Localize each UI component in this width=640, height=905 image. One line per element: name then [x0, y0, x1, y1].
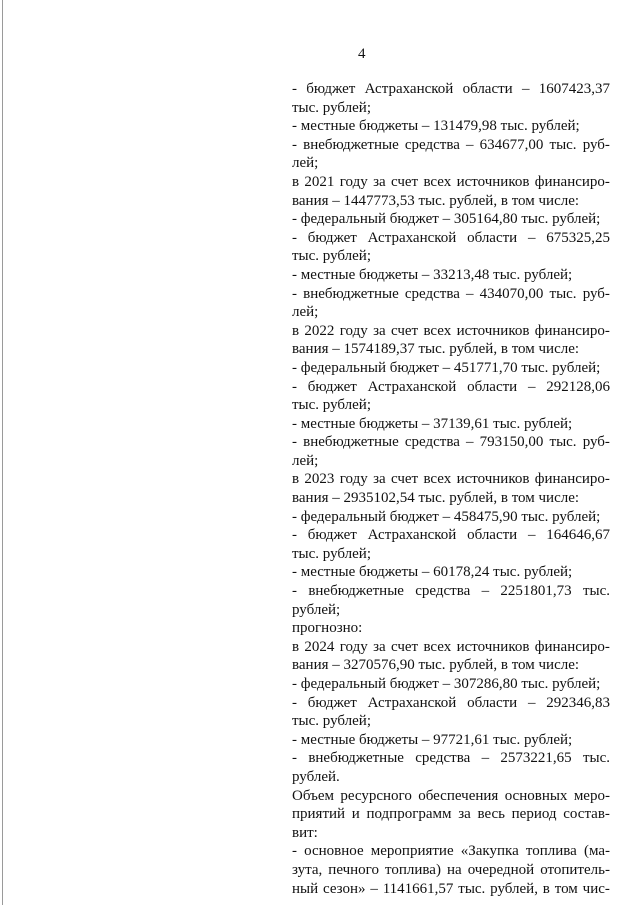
text-line — [292, 173, 610, 192]
text-line — [292, 787, 610, 806]
word: бюджет — [389, 676, 439, 692]
word: рублей; — [322, 99, 371, 116]
text-line — [292, 247, 610, 266]
word: бюджеты — [359, 118, 419, 135]
word: печного — [328, 861, 379, 878]
word: тыс. — [292, 99, 320, 116]
word: местные — [300, 731, 356, 748]
word: - — [292, 731, 297, 748]
text-line — [292, 229, 610, 248]
word: средства — [415, 750, 471, 767]
word: ный — [292, 880, 319, 897]
word: лей; — [292, 452, 319, 469]
word: приятий — [292, 806, 346, 823]
word: числе: — [538, 657, 580, 674]
word: 33213,48 — [433, 266, 490, 283]
word: 675325,25 — [546, 229, 610, 246]
text-line — [292, 489, 610, 508]
word: - — [292, 285, 297, 302]
word: – — [466, 136, 474, 153]
text-line — [292, 415, 610, 434]
word: федеральный — [300, 211, 386, 228]
word: - — [292, 136, 297, 153]
word: рублей; — [552, 676, 601, 692]
word: в — [500, 490, 508, 507]
word: 451771,70 — [453, 359, 518, 376]
word: прогнозно: — [292, 620, 363, 637]
word: в — [292, 173, 300, 190]
word: – — [466, 434, 474, 451]
word: - — [292, 694, 297, 711]
word: руб- — [582, 434, 610, 451]
text-line — [292, 378, 610, 397]
word: средства — [404, 285, 460, 302]
word: 793150,00 — [479, 434, 544, 451]
word: тыс. — [582, 750, 610, 767]
word: рублей; — [292, 601, 341, 618]
word: тыс. — [549, 285, 577, 302]
word: - — [292, 750, 297, 767]
word: рублей, — [449, 657, 498, 674]
text-line — [292, 192, 610, 211]
word: за — [373, 638, 386, 655]
word: числе: — [538, 192, 580, 209]
word: тыс. — [418, 341, 446, 358]
text-line — [292, 99, 610, 118]
word: рублей; — [322, 545, 371, 562]
word: Объем — [292, 787, 334, 804]
word: бюджеты — [359, 266, 419, 283]
word: счет — [390, 471, 419, 488]
word: федеральный — [300, 676, 386, 692]
word: 2022 — [304, 322, 335, 339]
word: на — [446, 861, 462, 878]
word: - — [292, 527, 297, 544]
word: тыс. — [418, 192, 446, 209]
word: вания — [292, 192, 329, 209]
text-line — [292, 768, 610, 787]
word: «Закупка — [460, 843, 519, 860]
word: рублей, — [449, 490, 498, 507]
word: бюджет — [307, 694, 357, 711]
word: финансиро- — [534, 173, 610, 190]
word: году — [339, 322, 368, 339]
text-line — [292, 824, 610, 843]
text-line — [292, 731, 610, 750]
word: вания — [292, 490, 329, 507]
word: источников — [456, 471, 530, 488]
word: лей; — [292, 304, 319, 321]
word: мероприятие — [370, 843, 454, 860]
word: - — [292, 81, 297, 97]
word: – — [332, 341, 340, 358]
word: тыс. — [418, 490, 446, 507]
text-line — [292, 526, 610, 545]
word: том — [511, 657, 535, 674]
word: – — [421, 118, 430, 135]
word: тыс. — [521, 676, 549, 692]
word: тыс. — [521, 359, 549, 376]
word: местные — [300, 266, 356, 283]
word: 164646,67 — [546, 527, 610, 544]
word: области — [467, 378, 518, 395]
word: 2935102,54 — [343, 490, 415, 507]
word: бюджеты — [359, 564, 419, 581]
word: – — [481, 583, 490, 600]
word: обеспечения — [418, 787, 499, 804]
word: том — [554, 880, 578, 897]
word: 292128,06 — [546, 378, 610, 395]
word: – — [521, 81, 530, 97]
word: финансиро- — [534, 471, 610, 488]
word: - — [292, 434, 297, 451]
word: - — [292, 359, 297, 376]
word: сезон» — [322, 880, 366, 897]
word: - — [292, 583, 297, 600]
word: – — [481, 750, 490, 767]
text-line — [292, 452, 610, 471]
word: тыс. — [292, 545, 320, 562]
word: – — [527, 229, 536, 246]
word: всех — [423, 173, 452, 190]
word: рублей; — [523, 415, 573, 432]
text-line — [292, 842, 610, 861]
word: источников — [456, 638, 530, 655]
word: тыс. — [493, 731, 521, 748]
word: всех — [423, 638, 452, 655]
word: вания — [292, 657, 329, 674]
text-line — [292, 582, 610, 601]
word: – — [527, 378, 536, 395]
word: рублей; — [531, 118, 580, 135]
word: году — [339, 173, 368, 190]
word: том — [511, 490, 535, 507]
text-line — [292, 563, 610, 582]
word: рублей; — [523, 731, 573, 748]
word: тыс. — [292, 397, 320, 414]
word: всех — [423, 471, 452, 488]
word: период — [511, 806, 557, 823]
word: – — [442, 359, 451, 376]
text-line — [292, 322, 610, 341]
word: тыс. — [418, 657, 446, 674]
word: – — [466, 285, 474, 302]
word: 131479,98 — [433, 118, 497, 135]
word: бюджет — [307, 378, 357, 395]
page-number: 4 — [358, 46, 366, 62]
word: бюджет — [307, 229, 357, 246]
word: 305164,80 — [453, 211, 518, 228]
word: 97721,61 — [433, 731, 490, 748]
text-line — [292, 601, 610, 620]
text-line — [292, 154, 610, 173]
word: очередной — [467, 861, 535, 878]
word: числе: — [538, 341, 580, 358]
word: средства — [404, 434, 460, 451]
word: рублей, — [490, 880, 538, 897]
word: – — [332, 490, 340, 507]
word: 2023 — [304, 471, 335, 488]
word: тыс. — [292, 713, 320, 730]
word: бюджет — [389, 211, 439, 228]
word: - — [292, 378, 297, 395]
word: 1574189,37 — [343, 341, 415, 358]
text-line — [292, 880, 610, 899]
word: бюджеты — [359, 731, 419, 748]
word: зута, — [292, 861, 323, 878]
word: 2021 — [304, 173, 335, 190]
word: в — [542, 880, 550, 897]
word: Астраханской — [367, 378, 457, 395]
word: – — [442, 676, 451, 692]
word: Астраханской — [367, 694, 457, 711]
word: – — [442, 211, 451, 228]
word: рублей; — [552, 211, 601, 228]
word: за — [373, 322, 386, 339]
text-line — [292, 749, 610, 768]
text-line — [292, 712, 610, 731]
word: области — [467, 527, 518, 544]
word: рублей; — [523, 266, 573, 283]
word: в — [292, 638, 300, 655]
word: счет — [390, 322, 419, 339]
word: подпрограмм — [366, 806, 452, 823]
word: внебюджетные — [303, 285, 399, 302]
text-line — [292, 210, 610, 229]
word: области — [467, 229, 518, 246]
text-line — [292, 656, 610, 675]
text-line — [292, 861, 610, 880]
word: отопитель- — [540, 861, 610, 878]
word: – — [370, 880, 378, 897]
word: 292346,83 — [546, 694, 610, 711]
word: топлива — [525, 843, 577, 860]
word: Астраханской — [364, 81, 454, 97]
word: руб- — [582, 136, 610, 153]
word: местные — [300, 564, 356, 581]
text-line — [292, 675, 610, 694]
word: бюджет — [306, 81, 356, 97]
word: за — [373, 173, 386, 190]
word: - — [292, 676, 297, 692]
word: 458475,90 — [453, 508, 518, 525]
word: числе: — [538, 490, 580, 507]
word: рублей; — [552, 359, 601, 376]
document-text — [292, 80, 610, 898]
word: Астраханской — [367, 527, 457, 544]
word: 1447773,53 — [343, 192, 415, 209]
word: внебюджетные — [308, 583, 404, 600]
word: основное — [304, 843, 364, 860]
word: федеральный — [300, 508, 386, 525]
word: тыс. — [549, 434, 577, 451]
word: источников — [456, 322, 530, 339]
word: за — [373, 471, 386, 488]
word: в — [500, 341, 508, 358]
word: тыс. — [549, 136, 577, 153]
word: в — [500, 192, 508, 209]
word: тыс. — [493, 564, 521, 581]
word: году — [339, 471, 368, 488]
word: всех — [423, 322, 452, 339]
word: - — [292, 843, 297, 860]
word: бюджет — [389, 508, 439, 525]
word: средства — [415, 583, 471, 600]
word: рублей; — [322, 713, 371, 730]
word: 2251801,73 — [500, 583, 572, 600]
word: – — [442, 508, 451, 525]
word: рублей. — [292, 768, 340, 785]
text-line — [292, 508, 610, 527]
word: - — [292, 118, 297, 135]
text-line — [292, 396, 610, 415]
word: топлива) — [385, 861, 441, 878]
word: рублей; — [523, 564, 573, 581]
word: весь — [477, 806, 505, 823]
word: рублей, — [449, 341, 498, 358]
text-line — [292, 117, 610, 136]
word: 2024 — [304, 638, 335, 655]
word: тыс. — [582, 583, 610, 600]
word: внебюджетные — [308, 750, 404, 767]
word: и — [351, 806, 360, 823]
word: том — [511, 341, 535, 358]
word: основных — [504, 787, 568, 804]
word: области — [467, 694, 518, 711]
word: бюджеты — [359, 415, 419, 432]
text-line — [292, 359, 610, 378]
word: том — [511, 192, 535, 209]
word: лей; — [292, 155, 319, 172]
word: внебюджетные — [303, 434, 399, 451]
word: - — [292, 415, 297, 432]
word: тыс. — [292, 248, 320, 265]
word: меро- — [573, 787, 610, 804]
word: чис- — [582, 880, 610, 897]
word: - — [292, 266, 297, 283]
word: финансиро- — [534, 638, 610, 655]
word: федеральный — [300, 359, 386, 376]
word: 60178,24 — [433, 564, 490, 581]
text-line — [292, 80, 610, 99]
word: внебюджетные — [303, 136, 399, 153]
text-line — [292, 619, 610, 638]
word: рублей; — [322, 397, 371, 414]
word: в — [292, 471, 300, 488]
word: рублей, — [449, 192, 498, 209]
word: рублей; — [552, 508, 601, 525]
word: местные — [300, 118, 356, 135]
word: области — [462, 81, 513, 97]
word: - — [292, 564, 297, 581]
word: Астраханской — [367, 229, 457, 246]
word: - — [292, 508, 297, 525]
word: 1141661,57 — [382, 880, 454, 897]
word: (ма- — [583, 843, 610, 860]
text-line — [292, 433, 610, 452]
word: вит: — [292, 824, 318, 841]
word: тыс. — [493, 266, 521, 283]
word: вания — [292, 341, 329, 358]
word: – — [527, 527, 536, 544]
page-edge-line — [2, 0, 3, 905]
text-line — [292, 638, 610, 657]
word: – — [332, 657, 340, 674]
text-line — [292, 470, 610, 489]
word: 307286,80 — [453, 676, 518, 692]
text-line — [292, 805, 610, 824]
word: финансиро- — [534, 322, 610, 339]
word: руб- — [582, 285, 610, 302]
word: – — [421, 564, 430, 581]
word: тыс. — [521, 211, 549, 228]
word: рублей; — [322, 248, 371, 265]
word: 3270576,90 — [343, 657, 415, 674]
word: счет — [390, 638, 419, 655]
word: в — [292, 322, 300, 339]
word: 634677,00 — [479, 136, 544, 153]
word: бюджет — [389, 359, 439, 376]
word: 2573221,65 — [500, 750, 572, 767]
word: - — [292, 211, 297, 228]
word: состав- — [563, 806, 610, 823]
word: – — [527, 694, 536, 711]
word: – — [421, 266, 430, 283]
word: тыс. — [521, 508, 549, 525]
text-line — [292, 266, 610, 285]
word: – — [421, 415, 430, 432]
word: 1607423,37 — [538, 81, 610, 97]
text-line — [292, 303, 610, 322]
word: за — [458, 806, 471, 823]
text-line — [292, 340, 610, 359]
word: в — [500, 657, 508, 674]
word: источников — [456, 173, 530, 190]
word: 434070,00 — [479, 285, 544, 302]
word: - — [292, 229, 297, 246]
word: тыс. — [458, 880, 486, 897]
word: – — [421, 731, 430, 748]
word: – — [332, 192, 340, 209]
text-line — [292, 545, 610, 564]
word: ресурсного — [340, 787, 412, 804]
word: году — [339, 638, 368, 655]
word: тыс. — [500, 118, 528, 135]
word: бюджет — [307, 527, 357, 544]
word: средства — [404, 136, 460, 153]
word: счет — [390, 173, 419, 190]
text-line — [292, 694, 610, 713]
word: тыс. — [493, 415, 521, 432]
word: 37139,61 — [433, 415, 490, 432]
text-line — [292, 285, 610, 304]
text-line — [292, 136, 610, 155]
word: местные — [300, 415, 356, 432]
